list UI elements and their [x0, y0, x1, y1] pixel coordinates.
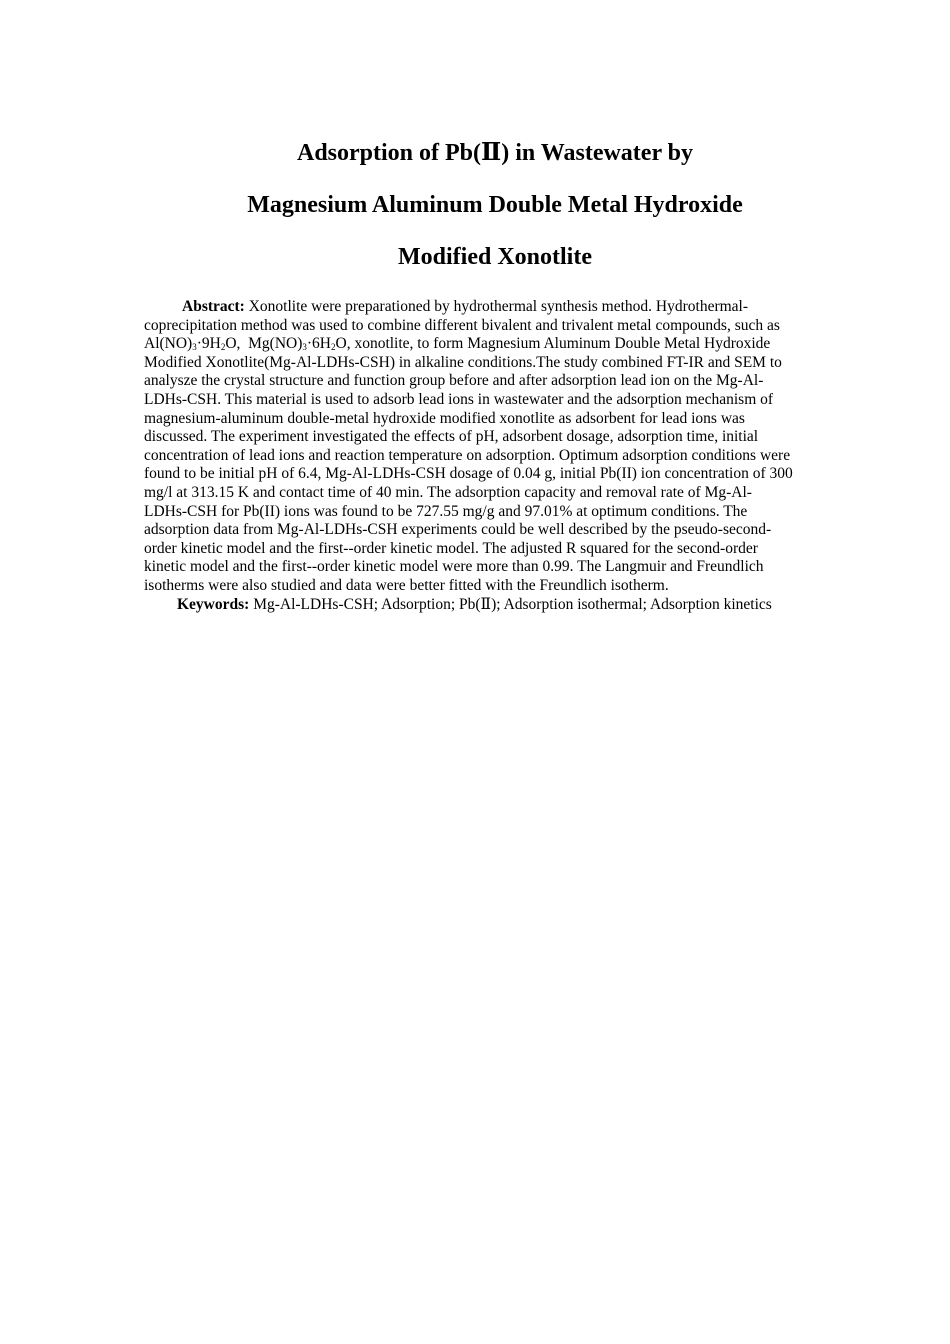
- abstract-line-9: concentration of lead ions and reaction temperature on adsorption. Optimum adsorption conditions were: [144, 446, 791, 464]
- title-line-3: Modified Xonotlite: [398, 244, 592, 270]
- abstract-line-15: kinetic model and the first--order kinetic model were more than 0.99. The Langmuir and Freundlich: [144, 558, 764, 576]
- title-line-1: Adsorption of Pb(Ⅱ) in Wastewater by: [296, 140, 694, 166]
- abstract-line-4: Modified Xonotlite(Mg-Al-LDHs-CSH) in alkaline conditions.The study combined FT-IR and SEM to: [144, 353, 782, 371]
- abstract-text-1: Xonotlite were preparationed by hydrothermal synthesis method. Hydrothermal-: [244, 298, 749, 315]
- abstract-label: Abstract:: [182, 298, 245, 315]
- abstract-line-6: LDHs-CSH. This material is used to adsorb lead ions in wastewater and the adsorption mechanism of: [144, 390, 774, 408]
- abstract-section: [144, 298, 850, 614]
- abstract-line-10: found to be initial pH of 6.4, Mg-Al-LDHs-CSH dosage of 0.04 g, initial Pb(II) ion concentration of 300: [144, 465, 793, 483]
- abstract-line-5: analysze the crystal structure and function group before and after adsorption lead ion on the Mg-Al-: [144, 372, 764, 390]
- abstract-line-11: mg/l at 313.15 K and contact time of 40 min. The adsorption capacity and removal rate of Mg-Al-: [144, 483, 752, 501]
- abstract-line-12: LDHs-CSH for Pb(II) ions was found to be 727.55 mg/g and 97.01% at optimum conditions. The: [144, 502, 748, 520]
- formula-al-suffix: O, Mg(NO): [225, 335, 303, 353]
- abstract-line-7: magnesium-aluminum double-metal hydroxide modified xonotlite as adsorbent for lead ions was: [144, 409, 745, 427]
- abstract-line-3: [144, 335, 850, 354]
- keywords-line: [144, 596, 850, 615]
- keywords-text: Mg-Al-LDHs-CSH; Adsorption; Pb(Ⅱ); Adsorption isothermal; Adsorption kinetics: [249, 595, 772, 613]
- formula-al-prefix: Al(NO): [144, 335, 193, 353]
- abstract-line-1: [144, 298, 850, 317]
- formula-al-sub3: 3: [192, 342, 197, 353]
- title-line-2: Magnesium Aluminum Double Metal Hydroxide: [247, 192, 743, 218]
- abstract-line-2: coprecipitation method was used to combine different bivalent and trivalent metal compounds, such as: [144, 316, 780, 334]
- formula-mg-mid: ·6H: [306, 335, 331, 353]
- abstract-line-16: isotherms were also studied and data were better fitted with the Freundlich isotherm.: [144, 576, 669, 594]
- abstract-text-3: O, xonotlite, to form Magnesium Aluminum Double Metal Hydroxide: [335, 335, 771, 353]
- abstract-line-8: discussed. The experiment investigated the effects of pH, adsorbent dosage, adsorption time, initial: [144, 428, 759, 446]
- formula-mg-sub3: 3: [302, 342, 307, 353]
- paper-title: [0, 127, 950, 283]
- abstract-line-14: order kinetic model and the first--order kinetic model. The adjusted R squared for the second-order: [144, 539, 758, 557]
- abstract-line-13: adsorption data from Mg-Al-LDHs-CSH experiments could be well described by the pseudo-second-: [144, 521, 772, 539]
- formula-al-mid: ·9H: [196, 335, 221, 353]
- formula-al-sub2: 2: [220, 342, 226, 353]
- keywords-label: Keywords:: [177, 595, 250, 613]
- formula-mg-sub2: 2: [331, 342, 336, 353]
